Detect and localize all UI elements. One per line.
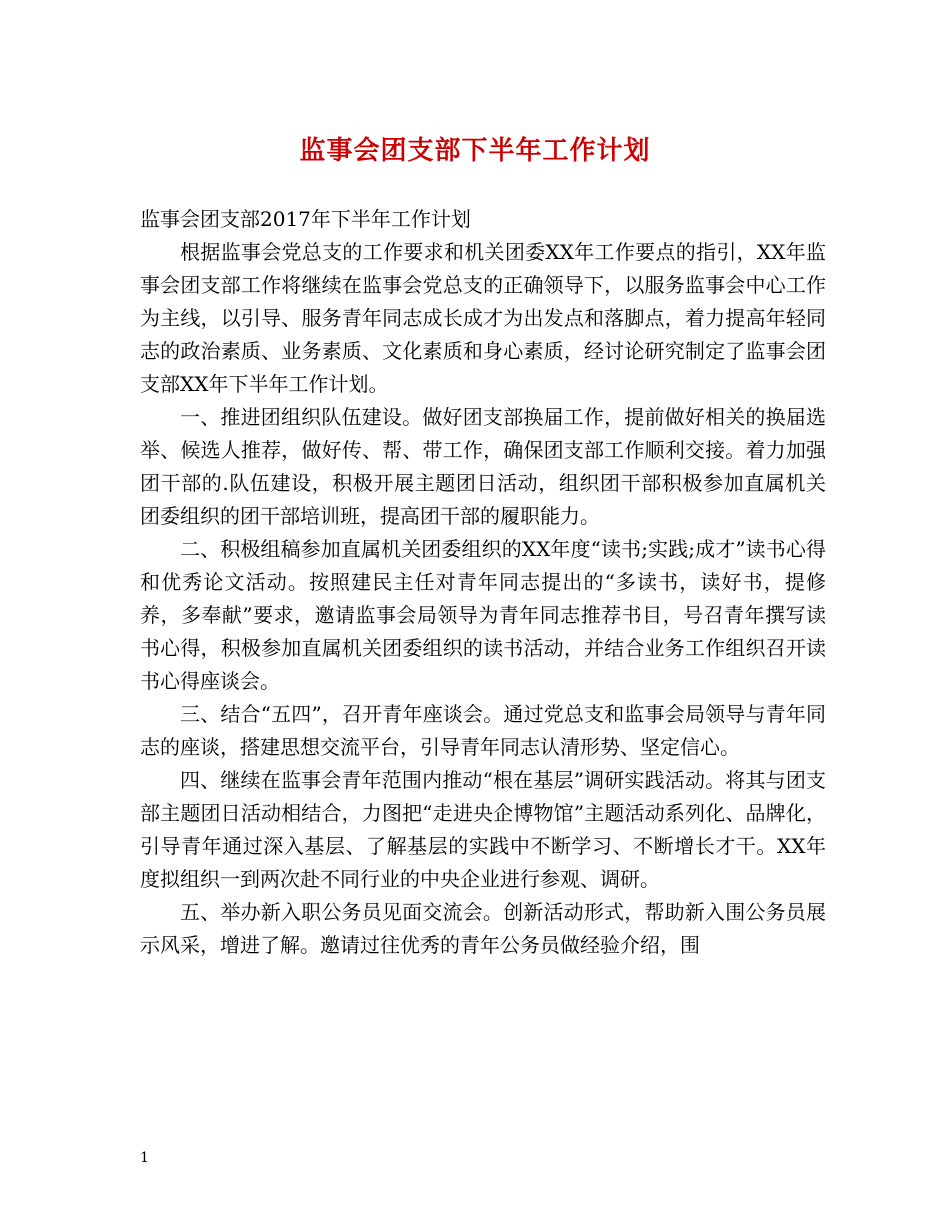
document-title: 监事会团支部下半年工作计划 [299, 136, 651, 166]
paragraph-1: 一、推进团组织队伍建设。做好团支部换届工作，提前做好相关的换届选举、候选人推荐，做好传、帮、带工作，确保团支部工作顺利交接。着力加强团干部的.队伍建设，积极开展主题团日活动，组织团干部积极参加直属机关团委组织的团干部培训班，提高团干部的履职能力。 [140, 405, 826, 528]
paragraph-2: 二、积极组稿参加直属机关团委组织的XX年度“读书;实践;成才”读书心得和优秀论文活动。按照建民主任对青年同志提出的“多读书，读好书，提修养，多奉献”要求，邀请监事会局领导为青年同志推荐书目，号召青年撰写读书心得，积极参加直属机关团委组织的读书活动，并结合业务工作组织召开读书心得座谈会。 [140, 537, 826, 693]
document-body [140, 203, 826, 962]
paragraph-intro: 根据监事会党总支的工作要求和机关团委XX年工作要点的指引，XX年监事会团支部工作将继续在监事会党总支的正确领导下，以服务监事会中心工作为主线，以引导、服务青年同志成长成才为出发点和落脚点，着力提高年轻同志的政治素质、业务素质、文化素质和身心素质，经讨论研究制定了监事会团支部XX年下半年工作计划。 [140, 240, 826, 396]
paragraph-4: 四、继续在监事会青年范围内推动“根在基层”调研实践活动。将其与团支部主题团日活动相结合，力图把“走进央企博物馆”主题活动系列化、品牌化，引导青年通过深入基层、了解基层的实践中不断学习、不断增长才干。XX年度拟组织一到两次赴不同行业的中央企业进行参观、调研。 [140, 768, 826, 891]
page-number: 1 [140, 1150, 149, 1166]
document-subtitle: 监事会团支部2017年下半年工作计划 [140, 207, 471, 231]
paragraph-3: 三、结合“五四”，召开青年座谈会。通过党总支和监事会局领导与青年同志的座谈，搭建思想交流平台，引导青年同志认清形势、坚定信心。 [140, 702, 826, 759]
paragraph-5: 五、举办新入职公务员见面交流会。创新活动形式，帮助新入围公务员展示风采，增进了解。邀请过往优秀的青年公务员做经验介绍，围 [140, 900, 826, 957]
